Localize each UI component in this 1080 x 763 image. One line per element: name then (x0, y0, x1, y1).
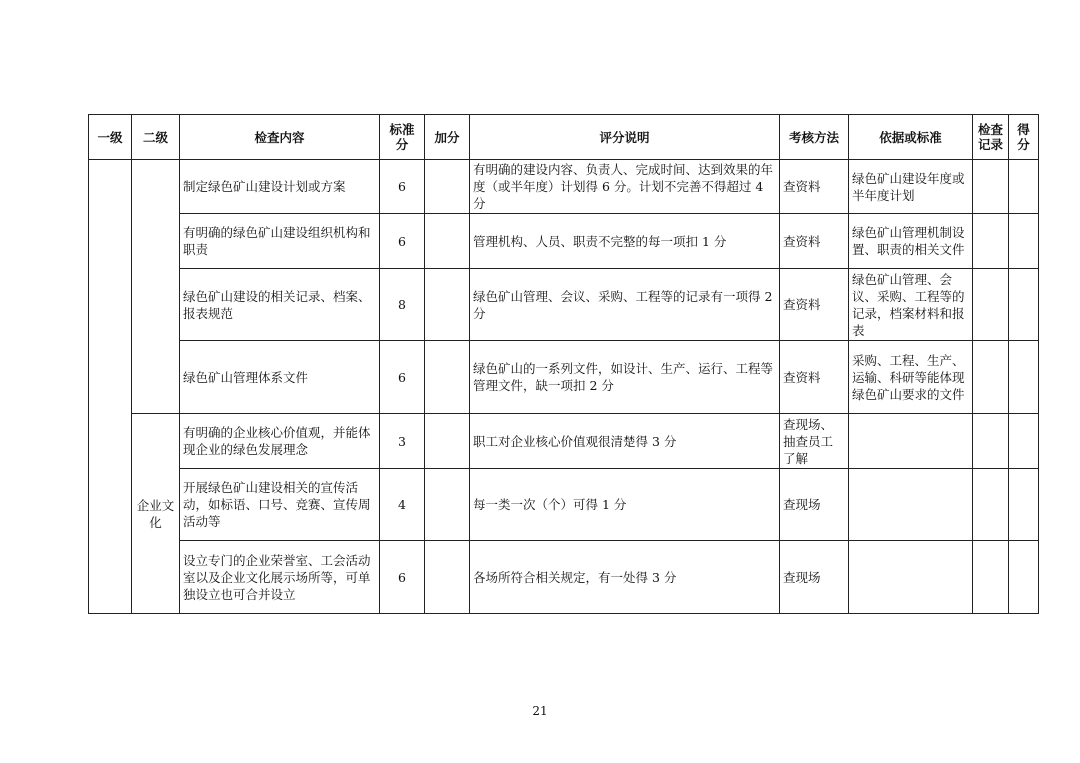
score-cell (1009, 341, 1039, 414)
scoring-cell (470, 160, 780, 214)
scoring-text: 职工对企业核心价值观很清楚得 3 分 (473, 433, 677, 449)
level2-cell-culture (132, 414, 180, 614)
record-cell (973, 269, 1009, 341)
method-cell: 查现场 (780, 469, 849, 541)
standard-cell: 3 (380, 414, 425, 469)
method-cell: 查现场 (780, 541, 849, 614)
header-bonus: 加分 (425, 115, 470, 160)
scoring-cell (470, 341, 780, 414)
header-score-label: 得分 (1017, 122, 1030, 152)
content-cell (180, 469, 380, 541)
bonus-cell (425, 469, 470, 541)
method-cell: 查资料 (780, 269, 849, 341)
standard-cell: 8 (380, 269, 425, 341)
standard-cell: 6 (380, 341, 425, 414)
basis-cell (849, 214, 973, 269)
score-cell (1009, 414, 1039, 469)
table-row (89, 414, 1039, 469)
method-cell: 查资料 (780, 341, 849, 414)
content-text: 开展绿色矿山建设相关的宣传活动，如标语、口号、竞赛、宣传周活动等 (183, 480, 371, 529)
header-level1: 一级 (89, 115, 132, 160)
level2-cell-group-a (132, 160, 180, 414)
basis-cell (849, 160, 973, 214)
basis-cell (849, 541, 973, 614)
table-row (89, 341, 1039, 414)
page-number: 21 (532, 704, 548, 718)
level2-text: 企业文化 (136, 497, 175, 530)
scoring-text: 有明确的建设内容、负责人、完成时间、达到效果的年度（或半年度）计划得 6 分。计划不完善不得超过 4 分 (473, 162, 774, 211)
table-row (89, 541, 1039, 614)
basis-text: 绿色矿山建设年度或半年度计划 (852, 170, 965, 203)
content-text: 绿色矿山建设的相关记录、档案、报表规范 (183, 288, 371, 321)
score-cell (1009, 160, 1039, 214)
header-content: 检查内容 (180, 115, 380, 160)
method-text: 查现场、抽查员工了解 (783, 416, 834, 466)
standard-cell: 4 (380, 469, 425, 541)
basis-cell (849, 269, 973, 341)
content-cell (180, 214, 380, 269)
basis-cell (849, 469, 973, 541)
content-text: 有明确的绿色矿山建设组织机构和职责 (183, 225, 371, 257)
header-standard (380, 115, 425, 160)
table-row (89, 160, 1039, 214)
content-cell (180, 269, 380, 341)
content-cell (180, 541, 380, 614)
record-cell (973, 414, 1009, 469)
content-cell (180, 414, 380, 469)
content-cell (180, 160, 380, 214)
scoring-text: 管理机构、人员、职责不完整的每一项扣 1 分 (473, 233, 727, 249)
bonus-cell (425, 541, 470, 614)
record-cell (973, 341, 1009, 414)
scoring-text: 每一类一次（个）可得 1 分 (473, 497, 627, 512)
bonus-cell (425, 341, 470, 414)
level1-cell (89, 160, 132, 614)
table-row (89, 269, 1039, 341)
method-cell: 查资料 (780, 160, 849, 214)
header-record-label: 检查记录 (977, 122, 1003, 152)
bonus-cell (425, 160, 470, 214)
content-text: 有明确的企业核心价值观，并能体现企业的绿色发展理念 (183, 425, 371, 457)
standard-cell: 6 (380, 541, 425, 614)
score-cell (1009, 469, 1039, 541)
bonus-cell (425, 214, 470, 269)
record-cell (973, 214, 1009, 269)
header-basis: 依据或标准 (849, 115, 973, 160)
basis-cell (849, 414, 973, 469)
basis-text: 绿色矿山管理机制设置、职责的相关文件 (852, 225, 965, 257)
score-cell (1009, 214, 1039, 269)
standard-cell: 6 (380, 160, 425, 214)
header-record (973, 115, 1009, 160)
basis-cell (849, 341, 973, 414)
content-cell (180, 341, 380, 414)
scoring-cell (470, 541, 780, 614)
evaluation-table (88, 114, 1039, 614)
record-cell (973, 160, 1009, 214)
bonus-cell (425, 414, 470, 469)
scoring-cell (470, 269, 780, 341)
scoring-text: 绿色矿山的一系列文件，如设计、生产、运行、工程等管理文件，缺一项扣 2 分 (473, 361, 774, 393)
table-row (89, 214, 1039, 269)
header-score (1009, 115, 1039, 160)
record-cell (973, 469, 1009, 541)
scoring-text: 绿色矿山管理、会议、采购、工程等的记录有一项得 2 分 (473, 288, 773, 321)
basis-text: 绿色矿山管理、会议、采购、工程等的记录，档案材料和报表 (852, 271, 965, 338)
content-text: 制定绿色矿山建设计划或方案 (183, 179, 346, 194)
method-cell: 查资料 (780, 214, 849, 269)
content-text: 绿色矿山管理体系文件 (183, 369, 309, 385)
score-cell (1009, 269, 1039, 341)
standard-cell: 6 (380, 214, 425, 269)
bonus-cell (425, 269, 470, 341)
header-scoring: 评分说明 (470, 115, 780, 160)
header-method: 考核方法 (780, 115, 849, 160)
score-cell (1009, 541, 1039, 614)
method-cell (780, 414, 849, 469)
table-header-row (89, 115, 1039, 160)
scoring-cell (470, 214, 780, 269)
basis-text: 采购、工程、生产、运输、科研等能体现绿色矿山要求的文件 (852, 352, 965, 402)
scoring-text: 各场所符合相关规定，有一处得 3 分 (473, 569, 677, 585)
record-cell (973, 541, 1009, 614)
scoring-cell (470, 414, 780, 469)
header-standard-label: 标准分 (389, 122, 415, 152)
content-text: 设立专门的企业荣誉室、工会活动室以及企业文化展示场所等，可单独设立也可合并设立 (183, 552, 371, 602)
scoring-cell (470, 469, 780, 541)
table-row (89, 469, 1039, 541)
header-level2: 二级 (132, 115, 180, 160)
